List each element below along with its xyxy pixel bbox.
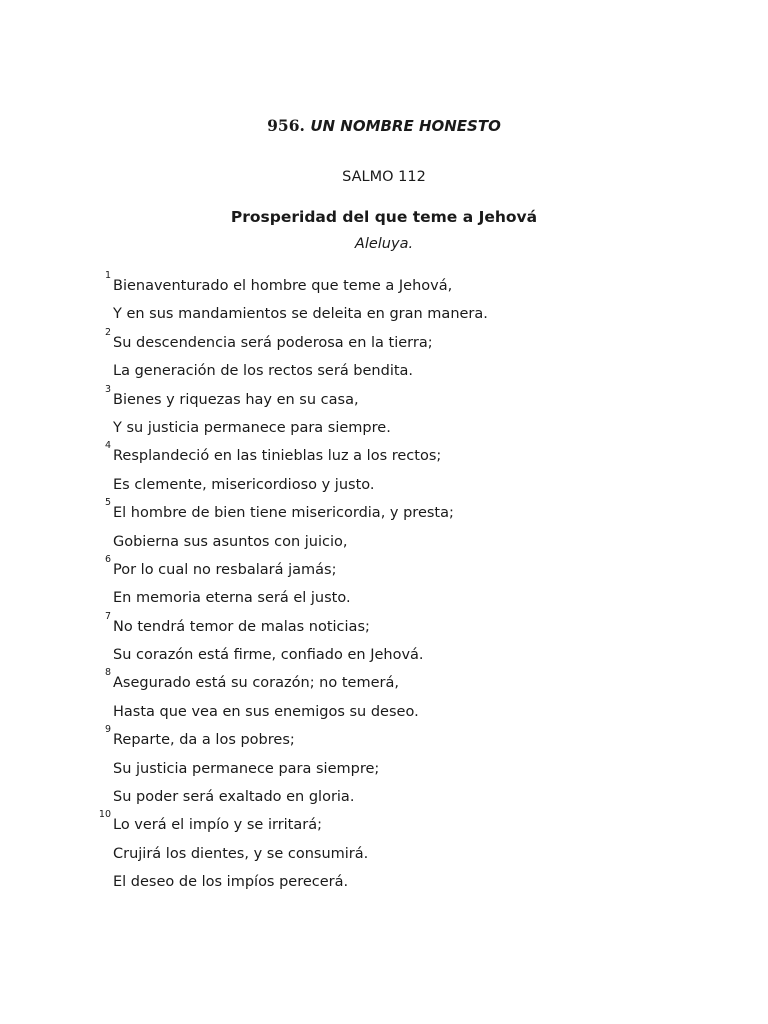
verse-line — [96, 442, 716, 470]
verse-text: Su corazón está firme, confiado en Jehová. — [113, 647, 424, 664]
verse-text: Su descendencia será poderosa en la tierra; — [113, 334, 433, 351]
verse-text: Por lo cual no resbalará jamás; — [113, 561, 337, 578]
verse-line — [96, 272, 716, 300]
verse-line — [96, 840, 716, 868]
verse-number: 8 — [104, 667, 111, 679]
verse-number: 7 — [104, 610, 111, 622]
psalm-label: SALMO 112 — [342, 169, 426, 185]
verse-line — [96, 783, 716, 811]
verse-text: Crujirá los dientes, y se consumirá. — [113, 845, 369, 862]
verse-text: La generación de los rectos será bendita. — [113, 363, 414, 380]
verse-number: 5 — [104, 497, 111, 509]
verse-text: En memoria eterna será el justo. — [113, 590, 351, 607]
verse-number: 3 — [104, 383, 111, 395]
verse-list — [96, 272, 716, 897]
verse-line — [96, 471, 716, 499]
verse-line — [96, 755, 716, 783]
verse-line — [96, 669, 716, 697]
verse-text: El deseo de los impíos perecerá. — [113, 874, 349, 891]
verse-text: Reparte, da a los pobres; — [113, 732, 295, 749]
verse-number: 10 — [98, 809, 111, 821]
verse-text: Y su justicia permanece para siempre. — [113, 419, 391, 436]
verse-line — [96, 726, 716, 754]
verse-line — [96, 383, 716, 414]
verse-number: 9 — [104, 724, 111, 736]
verse-line — [96, 641, 716, 669]
verse-line — [96, 610, 716, 641]
verse-line — [96, 553, 716, 584]
verse-text: Hasta que vea en sus enemigos su deseo. — [113, 703, 419, 720]
verse-text: Es clemente, misericordioso y justo. — [113, 476, 375, 493]
psalm-intro: Aleluya. — [354, 236, 414, 252]
verse-line — [96, 414, 716, 442]
verse-text: Su poder será exaltado en gloria. — [113, 789, 355, 806]
verse-line — [96, 528, 716, 556]
verse-text: Bienes y riquezas hay en su casa, — [113, 391, 359, 408]
verse-text: Y en sus mandamientos se deleita en gran manera. — [113, 306, 488, 323]
verse-line — [96, 868, 716, 896]
verse-number: 6 — [104, 553, 111, 565]
verse-text: Gobierna sus asuntos con juicio, — [113, 533, 348, 550]
verse-text: No tendrá temor de malas noticias; — [113, 618, 370, 635]
verse-text: El hombre de bien tiene misericordia, y presta; — [113, 505, 454, 522]
hymn-title — [0, 116, 768, 135]
verse-line — [96, 698, 716, 726]
verse-text: Bienaventurado el hombre que teme a Jehová, — [113, 278, 453, 294]
verse-line — [96, 499, 716, 527]
hymn-name: UN NOMBRE HONESTO — [310, 117, 501, 135]
verse-text: Asegurado está su corazón; no temerá, — [113, 675, 399, 692]
verse-text: Lo verá el impío y se irritará; — [113, 817, 322, 834]
verse-line — [96, 326, 716, 357]
verse-line — [96, 811, 716, 839]
verse-text: Su justicia permanece para siempre; — [113, 760, 380, 777]
verse-line — [96, 357, 716, 385]
verse-line — [96, 584, 716, 612]
psalm-heading: Prosperidad del que teme a Jehová — [230, 208, 538, 226]
hymn-number: 956. — [267, 116, 305, 135]
verse-line — [96, 300, 716, 328]
verse-number: 4 — [104, 440, 111, 452]
verse-text: Resplandeció en las tinieblas luz a los rectos; — [113, 448, 442, 465]
verse-number: 2 — [104, 326, 111, 338]
verse-number: 1 — [104, 270, 111, 281]
